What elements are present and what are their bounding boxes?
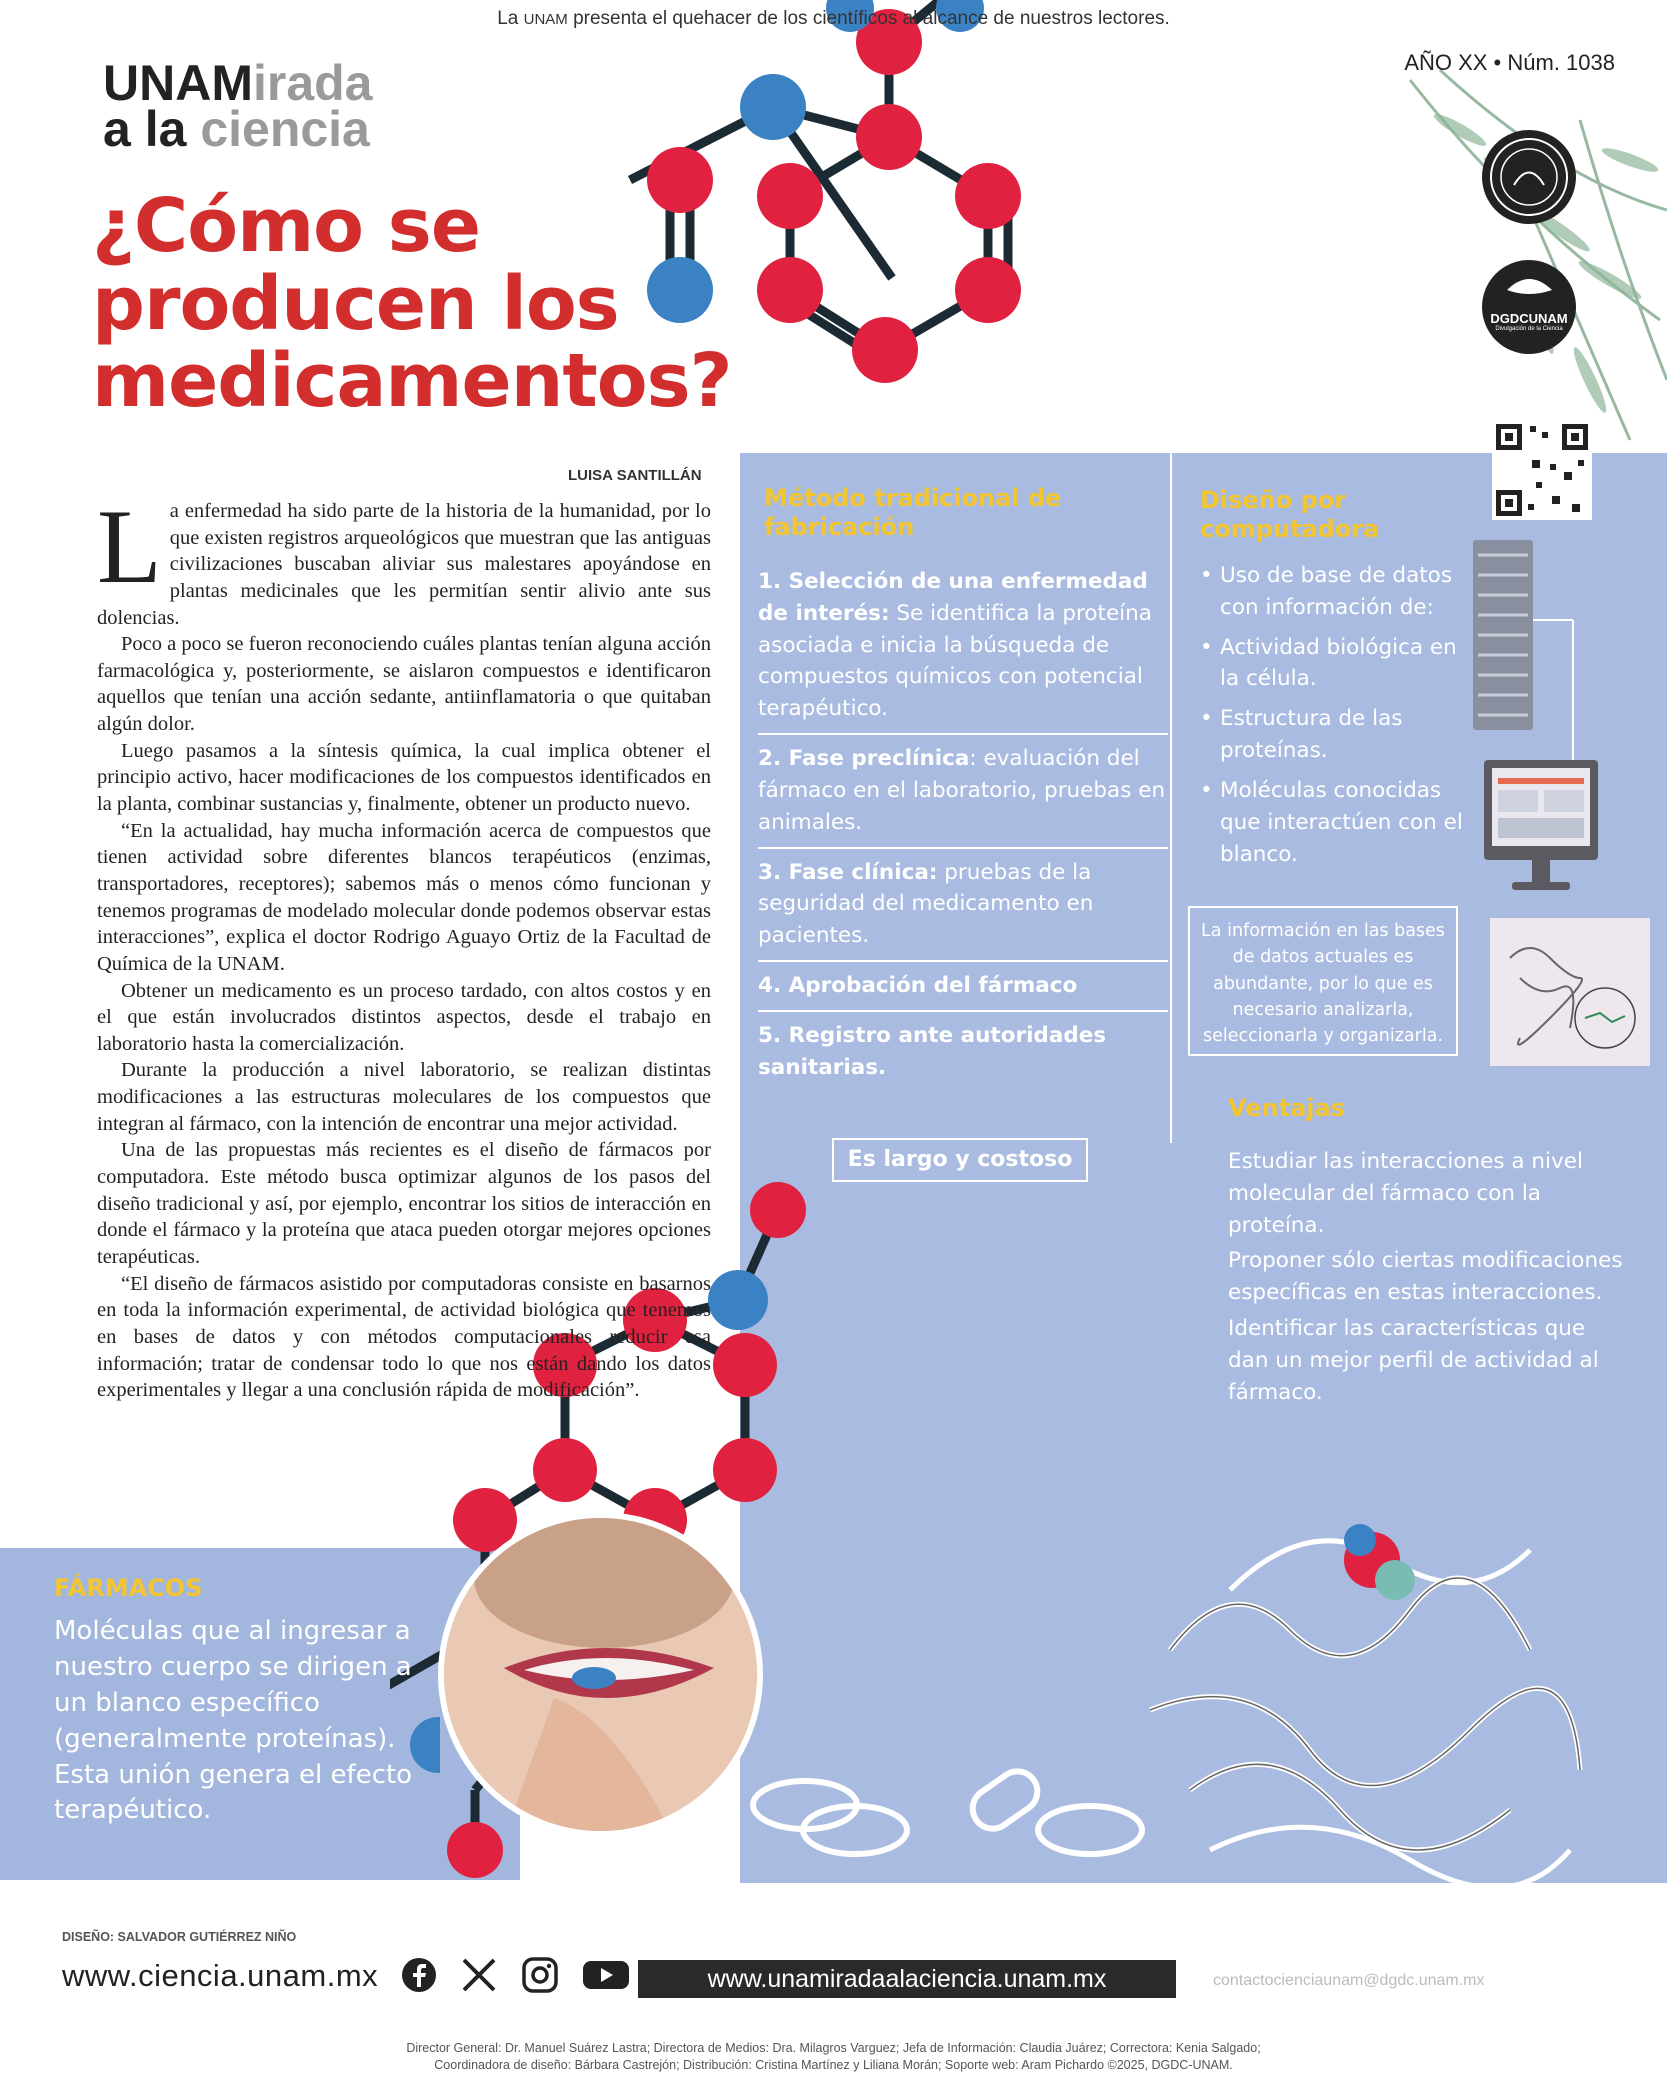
step-item: 1. Selección de una enfermedad de interés: Se identifica la proteína asociada e inicia la búsqueda de compuestos químicos con potencial terapéutico. [758,560,1168,735]
facebook-icon[interactable] [400,1956,438,1994]
unamirada-logo: UNAMirada a la ciencia [103,55,373,157]
x-icon[interactable] [460,1956,498,1994]
social-links [400,1956,649,1994]
author-byline: LUISA SANTILLÁN [568,467,702,484]
list-item: • Moléculas conocidas que interactúen con el blanco. [1200,775,1470,870]
protein-ligand-thumbnail [1490,918,1650,1066]
article-paragraph: La enfermedad ha sido parte de la historia de la humanidad, por lo que existen registros arqueológicos que muestran que las antiguas civilizaciones buscaban aliviar sus malestares apoyándose en plantas medicinales que les permitían sentir alivio ante sus dolencias. [97,488,711,629]
list-item: Estudiar las interacciones a nivel molecular del fármaco con la proteína. [1228,1149,1583,1238]
article-paragraph: Una de las propuestas más recientes es el diseño de fármacos por computadora. Este método busca optimizar algunos de los pasos del diseño tradicional y así, por ejemplo, encontrar los sitios de interacción en donde el fármaco y la proteína que ataca pueden otorgar mejores opciones terapéuticas. [97,1139,711,1268]
column-divider [1170,453,1172,1143]
article-paragraph: “El diseño de fármacos asistido por computadoras consiste en basarnos en toda la información experimental, de actividad biológica que tenemos en bases de datos y con métodos computacionales reducir esa información; tratar de condensar todo lo que nos están dando los datos experimentales y llegar a una conclusión rápida de modificación”. [97,1272,711,1402]
step-item: 4. Aprobación del fármaco [758,962,1168,1012]
advantages-list [1228,1146,1628,1413]
article-paragraph: Luego pasamos a la síntesis química, la cual implica obtener el principio activo, hacer modificaciones de los compuestos identificados en la planta, combinar sustancias y, finalmente, obtener un producto nuevo. [97,739,711,816]
article-paragraph: Obtener un medicamento es un proceso tardado, con altos costos y en el que están involucrados distintos aspectos, desde el trabajo en laboratorio hasta la comercialización. [97,979,711,1055]
magazine-url-bar[interactable]: www.unamiradaalaciencia.unam.mx [638,1960,1176,1998]
list-item: Proponer sólo ciertas modificaciones específicas en estas interacciones. [1228,1248,1623,1306]
article-body [97,488,711,1404]
computer-illustration [1468,540,1598,900]
dropcap: L [97,488,162,605]
advantages-title: Ventajas [1228,1094,1345,1122]
list-item: • Estructura de las proteínas. [1200,703,1470,767]
design-credit: DISEÑO: SALVADOR GUTIÉRREZ NIÑO [62,1930,297,1944]
database-note-box: La información en las bases de datos actuales es abundante, por lo que es necesario analizarla, seleccionarla y organizarla. [1188,906,1458,1056]
list-item: • Actividad biológica en la célula. [1200,632,1470,696]
header-tagline: La UNAM presenta el quehacer de los científicos al alcance de nuestros lectores. [497,8,1170,29]
staff-credits: Director General: Dr. Manuel Suárez Lastra; Directora de Medios: Dra. Milagros Varguez; Jefa de Información: Claudia Juárez; Correctora: Kenia Salgado; Coordinadora de diseño: Bárbara Castrejón; Distribución: Cristina Martínez y Liliana Morán; Soporte web: Aram Pichardo ©2025, DGDC-UNAM. [406,2041,1261,2072]
computer-design-list [1200,560,1470,878]
protein-illustration [1110,1470,1610,1890]
contact-email[interactable]: contactocienciaunam@dgdc.unam.mx [1213,1972,1485,1989]
farmacos-title: FÁRMACOS [54,1574,203,1602]
youtube-icon[interactable] [581,1956,631,1994]
article-paragraph: Poco a poco se fueron reconociendo cuáles plantas tenían alguna acción farmacológica y, posteriormente, se aislaron compuestos e identificaron aquellos que tenían una acción sedante, antiinflamatoria o que quitaban algún dolor. [97,633,711,736]
traditional-method-title: Método tradicional de fabricación [764,484,1062,541]
traditional-steps [758,560,1168,1091]
conclusion-badge: Es largo y costoso [832,1138,1088,1182]
dgdc-logo: DGDCUNAM Divulgación de la Ciencia [1482,260,1576,354]
step-item: 2. Fase preclínica: evaluación del fármaco en el laboratorio, pruebas en animales. [758,735,1168,848]
computer-design-title: Diseño por computadora [1200,486,1380,543]
person-taking-pill-photo [438,1512,763,1837]
pills-illustration [740,1740,1160,1880]
instagram-icon[interactable] [521,1956,559,1994]
unam-seal-icon [1482,130,1576,224]
page-title: ¿Cómo se producen los medicamentos? [92,183,732,425]
article-paragraph: “En la actualidad, hay mucha información acerca de compuestos que tienen actividad sobre diferentes blancos terapéuticos (enzimas, transportadores, receptores); sabemos más o menos cómo funcionan y tenemos programas de modelado molecular donde podemos observar estas interacciones”, explica el doctor Rodrigo Aguayo Ortiz de la Facultad de Química de la UNAM. [97,819,711,975]
farmacos-text: Moléculas que al ingresar a nuestro cuerpo se dirigen a un blanco específico (generalmente proteínas). Esta unión genera el efecto terapéutico. [54,1616,413,1826]
list-item: Identificar las características que dan un mejor perfil de actividad al fármaco. [1228,1316,1599,1405]
article-paragraph: Durante la producción a nivel laboratorio, se realizan distintas modificaciones a las estructuras moleculares de los compuestos que integran al fármaco, con la intención de encontrar una mejor actividad. [97,1059,711,1135]
website-link[interactable]: www.ciencia.unam.mx [62,1958,379,1993]
step-item: 5. Registro ante autoridades sanitarias. [758,1022,1107,1080]
qr-code[interactable] [1492,420,1592,520]
issue-number: AÑO XX • Núm. 1038 [1404,50,1615,75]
step-item: 3. Fase clínica: pruebas de la seguridad del medicamento en pacientes. [758,849,1168,962]
list-item: • Uso de base de datos con información de: [1200,560,1470,624]
